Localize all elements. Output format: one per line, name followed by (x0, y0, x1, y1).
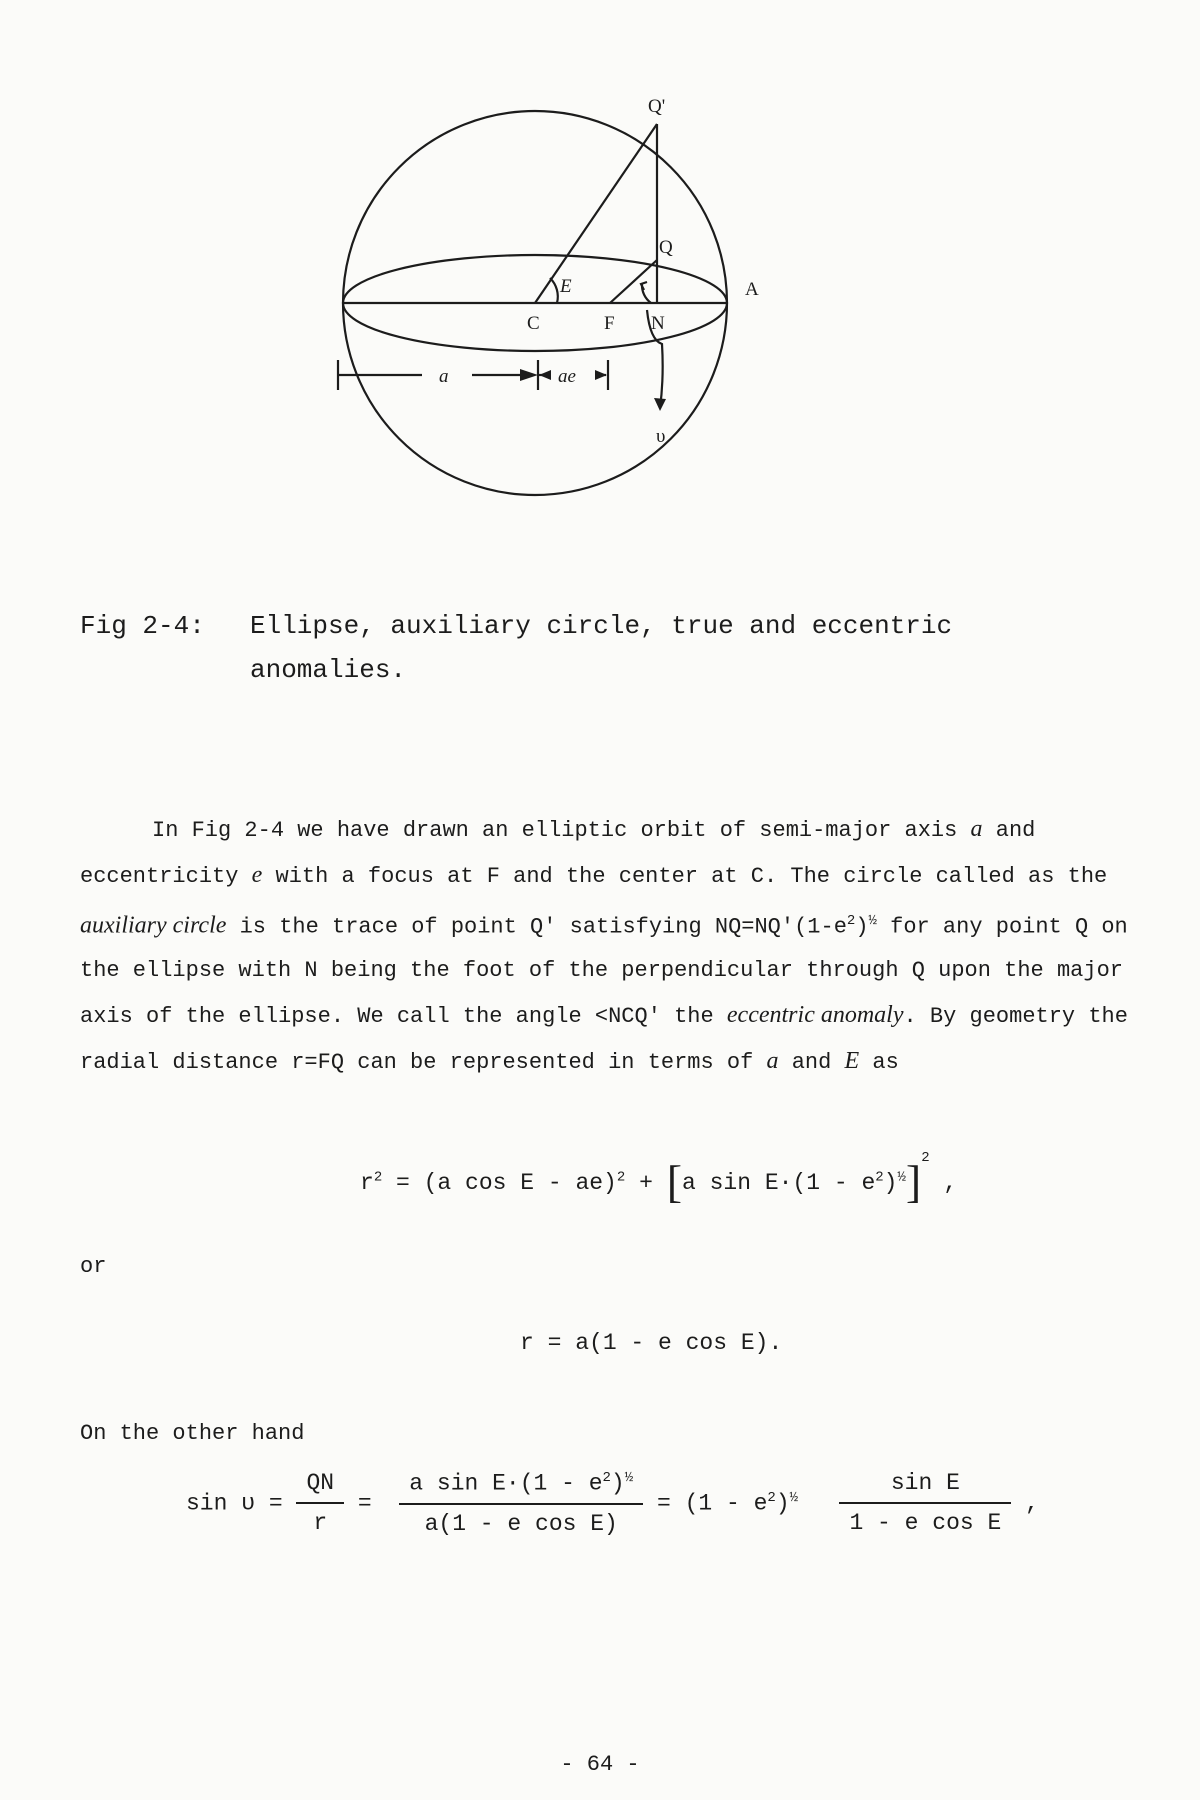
figure-svg (320, 88, 840, 528)
eq-part: ) (883, 1170, 898, 1196)
text-span: In Fig 2-4 we have drawn an elliptic orbit of semi-major axis (152, 818, 971, 843)
symbol-e: e (251, 862, 263, 888)
caption-label: Fig 2-4: (80, 611, 205, 641)
eq-sup-half: ½ (789, 1489, 799, 1506)
eq-sup: 2 (373, 1169, 383, 1186)
frac-den: a(1 - e cos E) (424, 1510, 618, 1537)
eq-sup-half: ½ (897, 1169, 906, 1186)
text-span: is the trace of point Q' satisfying NQ=NQ'(1-e (226, 914, 847, 940)
eq-part: ) (610, 1470, 625, 1497)
text-span: . By geometry the radial distance r=FQ can be represented in terms of (80, 1004, 1128, 1076)
label-a-dimension: a (439, 366, 449, 387)
eq-sup: 2 (616, 1169, 626, 1186)
angle-arc-nu (641, 282, 651, 303)
figure-caption (80, 604, 952, 692)
eq-equals: = (357, 1490, 372, 1517)
frac-den: 1 - e cos E (849, 1510, 1002, 1537)
label-q: Q (659, 237, 673, 258)
label-c: C (527, 313, 540, 334)
superscript: 2 (846, 913, 856, 929)
eq-part: (1 - e (684, 1490, 768, 1517)
frac-den: r (313, 1510, 328, 1537)
label-ae-dimension: ae (558, 366, 576, 387)
eq-sup: 2 (767, 1489, 776, 1506)
caption-line-2: anomalies. (250, 655, 407, 685)
text-span: and (778, 1050, 845, 1076)
equation-r-squared (360, 1150, 957, 1208)
frac-num (399, 1470, 643, 1505)
superscript-half: ½ (868, 913, 877, 929)
frac-num: QN (296, 1470, 344, 1504)
arrowhead-a (520, 369, 538, 381)
symbol-E: E (844, 1048, 860, 1075)
angle-arc-e (550, 278, 558, 303)
eq-sup-outer: 2 (921, 1150, 930, 1166)
text-span: and eccentricity (80, 818, 1036, 889)
eq-bracket-left: [ (666, 1156, 683, 1207)
eq-r: r (360, 1170, 374, 1196)
arrowhead-ae-left (539, 370, 551, 380)
term-eccentric-anomaly: eccentric anomaly (726, 1002, 904, 1029)
arrowhead-ae-right (595, 370, 607, 380)
equation-sin-nu (186, 1470, 1039, 1537)
eq-part: = (a cos E - ae) (382, 1170, 617, 1196)
line-f-q (610, 260, 657, 303)
eq-equals: = (656, 1490, 671, 1517)
eq-part: a sin E·(1 - e (409, 1470, 603, 1497)
label-a-point: A (745, 279, 759, 300)
eq-sup-half: ½ (624, 1470, 634, 1486)
eq-sup: 2 (602, 1470, 611, 1486)
or-text: or (80, 1254, 107, 1279)
term-auxiliary-circle: auxiliary circle (80, 912, 227, 939)
fraction-qn-r (296, 1470, 344, 1536)
text-span: for any point Q on the ellipse with N being the foot of the perpendicular through Q upon the major axis of the ellipse. We call the angle <NCQ' the (80, 914, 1128, 1030)
eq-plus: + (625, 1170, 667, 1196)
text-span: as (859, 1050, 899, 1076)
eq-part: a sin E·(1 - e (682, 1170, 876, 1196)
equation-r: r = a(1 - e cos E). (520, 1330, 783, 1356)
fraction-middle (399, 1470, 643, 1537)
eq-sup: 2 (875, 1169, 884, 1186)
body-paragraph-1 (80, 807, 1160, 1085)
figure-ellipse-auxiliary-circle (320, 88, 840, 528)
label-n: N (651, 313, 665, 334)
text-span: with a focus at F and the center at C. The circle called as the (262, 864, 1108, 889)
symbol-a: a (766, 1048, 779, 1075)
label-q-prime: Q' (648, 96, 666, 117)
label-e-angle: E (560, 276, 572, 297)
eq-bracket-right: ] (905, 1156, 922, 1207)
frac-num: sin E (839, 1470, 1011, 1504)
text-span: ) (855, 914, 869, 940)
eq-comma: , (1025, 1490, 1039, 1517)
fraction-sin-e (839, 1470, 1011, 1536)
caption-line-1: Ellipse, auxiliary circle, true and eccentric (250, 611, 953, 641)
label-f: F (604, 313, 615, 334)
other-hand-text: On the other hand (80, 1421, 305, 1446)
arrowhead-nu (654, 398, 666, 411)
page-number: - 64 - (560, 1752, 640, 1777)
eq-part: ) (775, 1490, 790, 1517)
eq-comma: , (929, 1170, 958, 1196)
label-nu: υ (656, 426, 666, 447)
eq-lhs: sin υ = (186, 1490, 283, 1517)
symbol-a: a (970, 816, 983, 842)
